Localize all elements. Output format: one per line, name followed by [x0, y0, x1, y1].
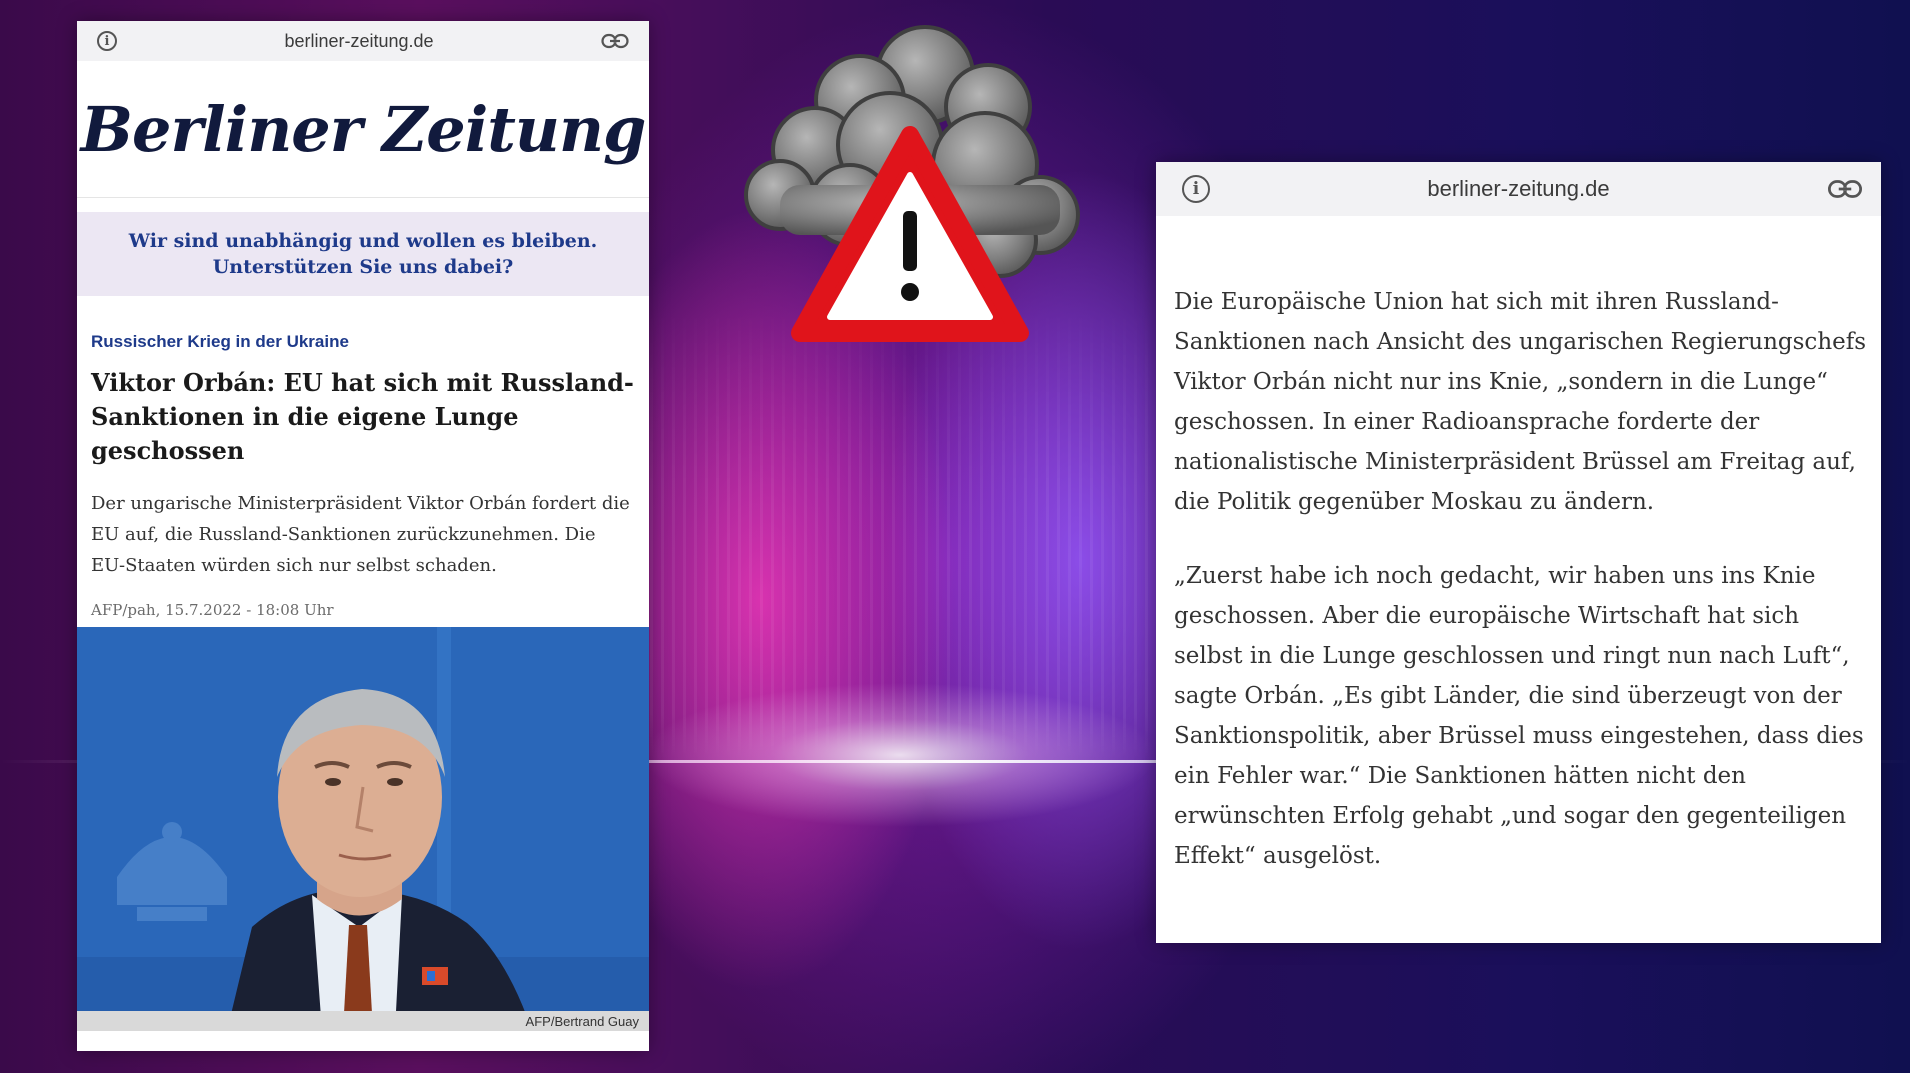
masthead — [77, 61, 649, 198]
right-url-bar — [1156, 162, 1881, 216]
support-banner[interactable]: Wir sind unabhängig und wollen es bleiben. Unterstützen Sie uns dabei? — [77, 212, 649, 296]
article-kicker[interactable]: Russischer Krieg in der Ukraine — [91, 332, 349, 351]
info-icon[interactable]: i — [1182, 175, 1210, 203]
photo-credit: AFP/Bertrand Guay — [525, 1014, 639, 1029]
right-article-screenshot — [1156, 162, 1881, 943]
warning-graphic — [720, 15, 1100, 355]
background-light-bars — [650, 300, 1170, 760]
right-url-text[interactable]: berliner-zeitung.de — [1427, 176, 1610, 201]
article-teaser-text: Der ungarische Ministerpräsident Viktor Orbán fordert die EU auf, die Russland-Sanktionen zurückzunehmen. Die EU-Staaten würden sich nur selbst schaden. — [91, 493, 630, 576]
article-photo — [77, 627, 649, 1031]
portrait-illustration — [77, 627, 649, 1031]
article-byline: AFP/pah, 15.7.2022 - 18:08 Uhr — [91, 601, 334, 619]
article-teaser — [77, 296, 649, 619]
left-url-bar — [77, 21, 649, 61]
link-icon[interactable] — [601, 33, 629, 49]
left-article-screenshot — [77, 21, 649, 1051]
article-paragraph: „Zuerst habe ich noch gedacht, wir haben uns ins Knie geschossen. Aber die europäische Wirtschaft hat sich selbst in die Lunge geschlossen und ringt nun nach Luft“, sagte Orbán. „Es gibt Länder, die sind überzeugt von der Sanktionspolitik, aber Brüssel muss eingestehen, dass dies ein Fehler war.“ Die Sanktionen hätten nicht den erwünschten Erfolg gehabt „und sogar den gegenteiligen Effekt“ ausgelöst. — [1174, 563, 1864, 869]
article-body — [1156, 216, 1881, 876]
brand-logo: Berliner Zeitung — [80, 92, 646, 166]
article-paragraph: Die Europäische Union hat sich mit ihren Russland-Sanktionen nach Ansicht des ungarischen Regierungschefs Viktor Orbán nicht nur ins Knie, „sondern in die Lunge“ geschossen. In einer Radioansprache forderte der nationalistische Ministerpräsident Brüssel am Freitag auf, die Politik gegenüber Moskau zu ändern. — [1174, 289, 1867, 515]
left-url-text[interactable]: berliner-zeitung.de — [284, 30, 434, 51]
info-icon[interactable]: i — [97, 31, 117, 51]
link-icon[interactable] — [1827, 179, 1863, 199]
article-headline[interactable]: Viktor Orbán: EU hat sich mit Russland-Sanktionen in die eigene Lunge geschossen — [91, 368, 634, 465]
